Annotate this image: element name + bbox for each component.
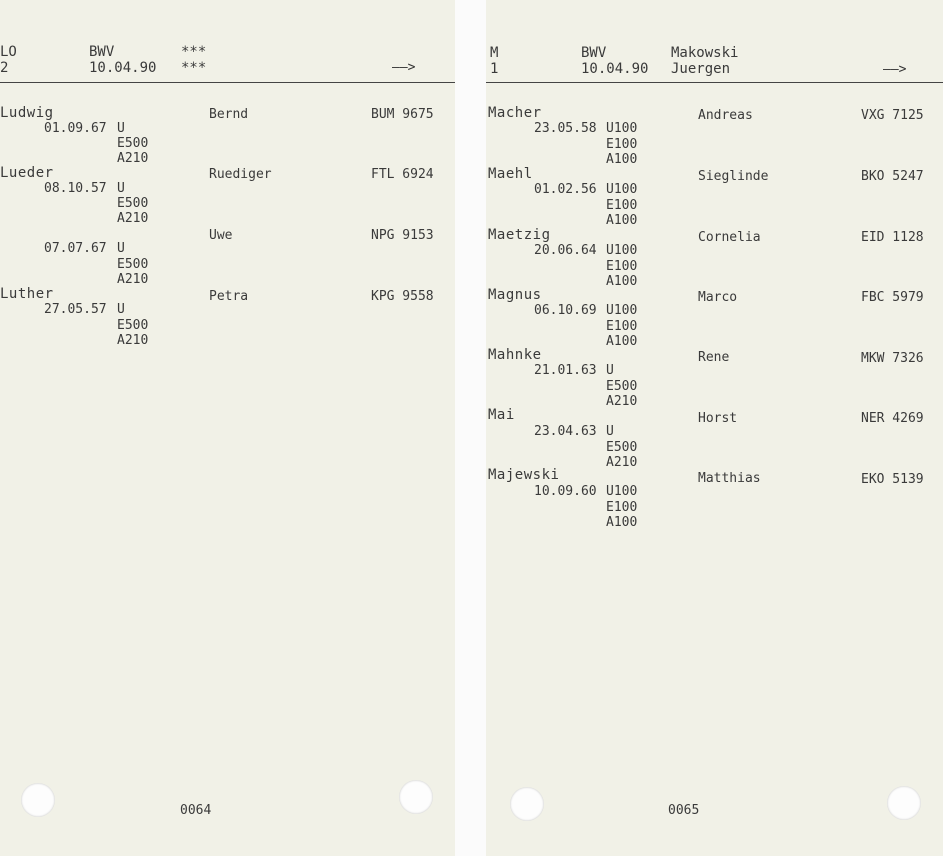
- entry-code: U: [117, 181, 125, 196]
- entry-code: U100: [606, 243, 638, 258]
- entry-date: 23.04.63: [534, 424, 597, 439]
- entry-code: A210: [117, 333, 149, 348]
- entry-surname: Lueder: [0, 165, 54, 181]
- entry-date: 23.05.58: [534, 121, 597, 136]
- page-number: 0064: [180, 803, 212, 818]
- entry-code: E100: [606, 198, 638, 213]
- entry-date: 27.05.57: [44, 302, 107, 317]
- entry-ref: KPG 9558: [371, 289, 434, 304]
- header-date: 10.04.90: [581, 61, 649, 77]
- entry-code: E500: [117, 136, 149, 151]
- header-code-line2: 2: [0, 60, 9, 76]
- entry-firstname: Marco: [698, 290, 738, 305]
- header-code-line1: LO: [0, 44, 17, 60]
- entry-firstname: Uwe: [209, 228, 233, 243]
- header-name-1: Makowski: [671, 45, 739, 61]
- entry-date: 10.09.60: [534, 484, 597, 499]
- entry-firstname: Rene: [698, 350, 730, 365]
- entry-code: U100: [606, 484, 638, 499]
- entry-date: 01.02.56: [534, 182, 597, 197]
- entry-code: A100: [606, 213, 638, 228]
- entry-ref: FBC 5979: [861, 290, 924, 305]
- entry-code: A210: [117, 151, 149, 166]
- right-page: [486, 0, 943, 856]
- entry-surname: Macher: [488, 105, 542, 121]
- entry-firstname: Bernd: [209, 107, 249, 122]
- punch-hole: [510, 787, 544, 821]
- header-date: 10.04.90: [89, 60, 157, 76]
- entry-code: E500: [606, 440, 638, 455]
- entry-code: A100: [606, 274, 638, 289]
- entry-code: U: [606, 424, 614, 439]
- entry-surname: Luther: [0, 286, 54, 302]
- entry-code: U: [117, 302, 125, 317]
- entry-code: E500: [117, 318, 149, 333]
- left-page: [0, 0, 455, 856]
- entry-firstname: Matthias: [698, 471, 761, 486]
- entry-surname: Majewski: [488, 467, 560, 483]
- entry-surname: Maehl: [488, 166, 533, 182]
- entry-code: E500: [606, 379, 638, 394]
- entry-ref: NER 4269: [861, 411, 924, 426]
- entry-date: 08.10.57: [44, 181, 107, 196]
- entry-ref: EID 1128: [861, 230, 924, 245]
- entry-date: 07.07.67: [44, 241, 107, 256]
- page-number: 0065: [668, 803, 700, 818]
- entry-code: U: [117, 121, 125, 136]
- header-bwv: BWV: [89, 44, 115, 60]
- entry-code: U: [117, 241, 125, 256]
- entry-ref: VXG 7125: [861, 108, 924, 123]
- entry-ref: EKO 5139: [861, 472, 924, 487]
- header-name-2: Juergen: [671, 61, 731, 77]
- entry-date: 01.09.67: [44, 121, 107, 136]
- entry-surname: Mai: [488, 407, 515, 423]
- entry-code: E100: [606, 259, 638, 274]
- entry-firstname: Andreas: [698, 108, 753, 123]
- punch-hole: [21, 783, 55, 817]
- entry-date: 21.01.63: [534, 363, 597, 378]
- entry-surname: Mahnke: [488, 347, 542, 363]
- entry-code: A100: [606, 152, 638, 167]
- entry-code: E500: [117, 196, 149, 211]
- arrow-icon: ——>: [883, 62, 907, 77]
- entry-date: 20.06.64: [534, 243, 597, 258]
- header-rule: [486, 82, 943, 83]
- header-bwv: BWV: [581, 45, 607, 61]
- header-code-line2: 1: [490, 61, 499, 77]
- entry-ref: NPG 9153: [371, 228, 434, 243]
- entry-code: U: [606, 363, 614, 378]
- entry-code: A210: [117, 272, 149, 287]
- entry-code: E100: [606, 319, 638, 334]
- entry-ref: FTL 6924: [371, 167, 434, 182]
- entry-date: 06.10.69: [534, 303, 597, 318]
- entry-surname: Magnus: [488, 287, 542, 303]
- entry-code: A100: [606, 515, 638, 530]
- entry-firstname: Cornelia: [698, 230, 761, 245]
- entry-surname: Maetzig: [488, 227, 551, 243]
- entry-code: U100: [606, 182, 638, 197]
- entry-code: U100: [606, 303, 638, 318]
- entry-firstname: Sieglinde: [698, 169, 769, 184]
- entry-code: A100: [606, 334, 638, 349]
- header-mask-1: ***: [181, 44, 207, 60]
- entry-code: E500: [117, 257, 149, 272]
- entry-ref: BUM 9675: [371, 107, 434, 122]
- arrow-icon: ——>: [392, 60, 416, 75]
- entry-code: U100: [606, 121, 638, 136]
- entry-surname: Ludwig: [0, 105, 54, 121]
- entry-code: E100: [606, 500, 638, 515]
- header-rule: [0, 82, 455, 83]
- entry-firstname: Ruediger: [209, 167, 272, 182]
- entry-code: A210: [606, 455, 638, 470]
- entry-firstname: Horst: [698, 411, 738, 426]
- header-code-line1: M: [490, 45, 499, 61]
- entry-code: A210: [606, 394, 638, 409]
- punch-hole: [887, 786, 921, 820]
- entry-firstname: Petra: [209, 289, 249, 304]
- entry-code: E100: [606, 137, 638, 152]
- entry-ref: BKO 5247: [861, 169, 924, 184]
- header-mask-2: ***: [181, 60, 207, 76]
- entry-ref: MKW 7326: [861, 351, 924, 366]
- punch-hole: [399, 780, 433, 814]
- entry-code: A210: [117, 211, 149, 226]
